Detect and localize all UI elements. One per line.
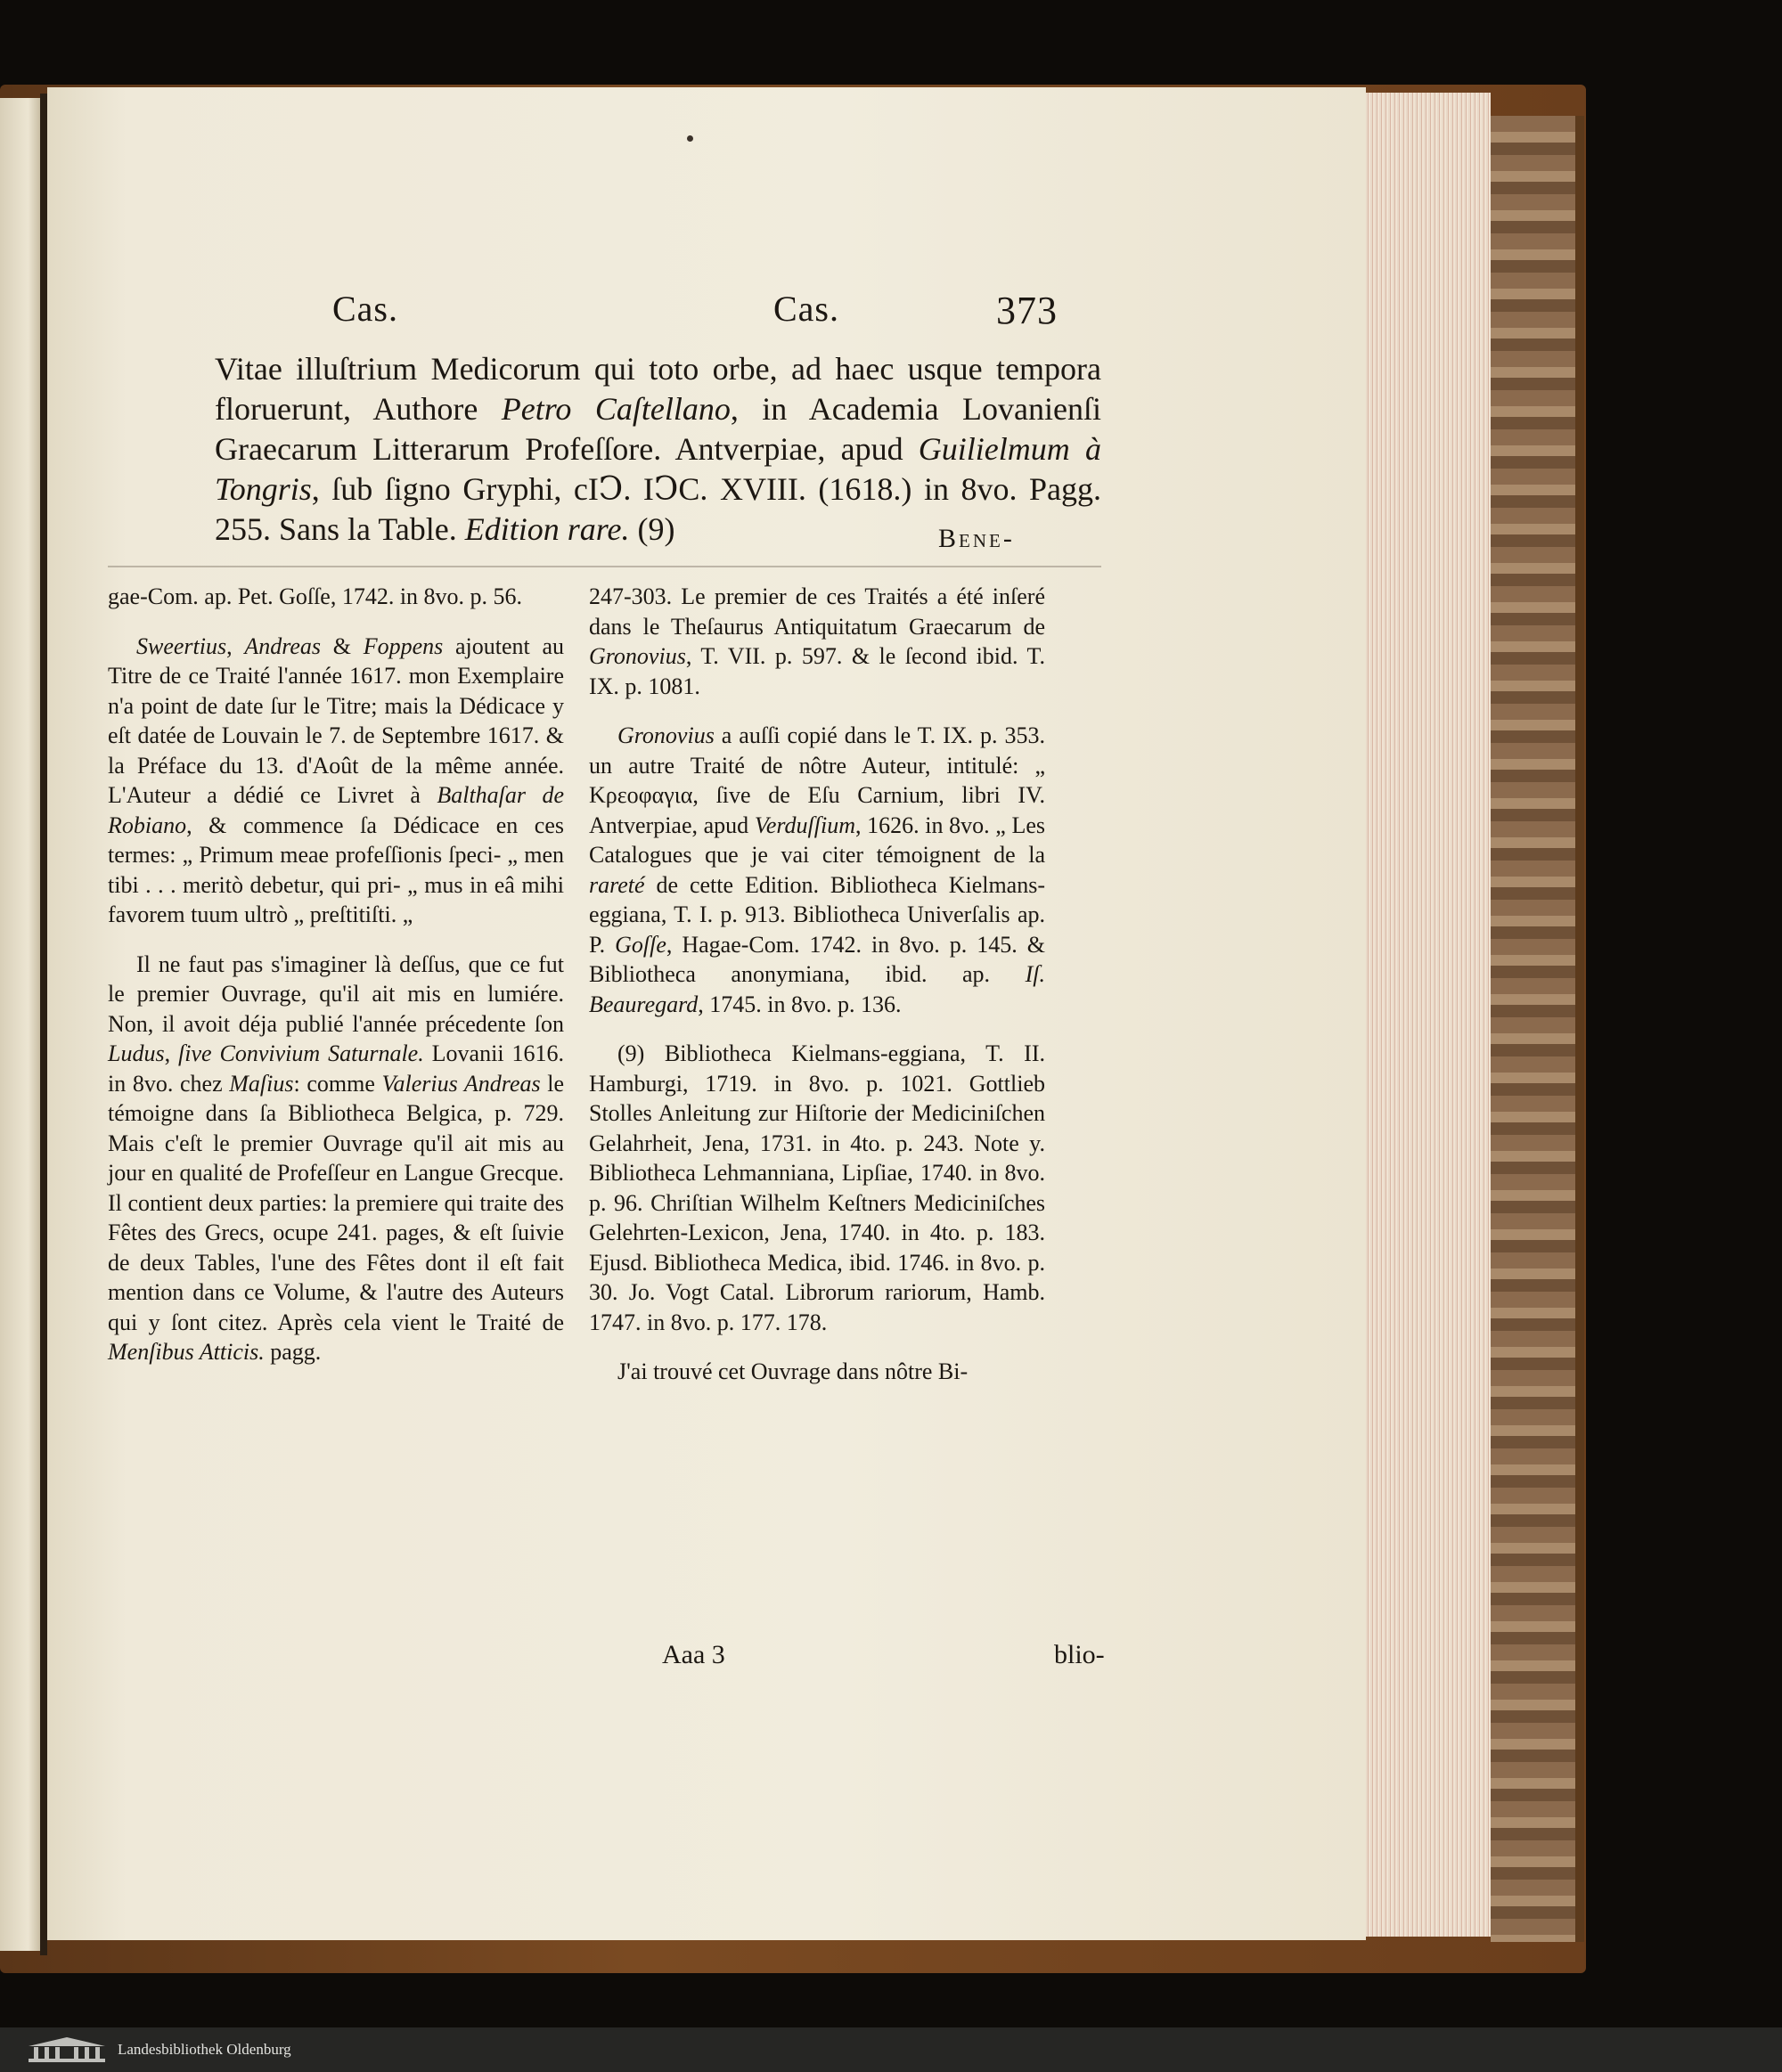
ink-speck [687, 135, 693, 142]
text-run: (9) Bibliotheca Kielmans-eggiana, T. II. Hamburgi, 1719. in 8vo. p. 1021. Gottlieb Stolles Anleitung zur Hiſtorie der Mediciniſchen Gelahrheit, Jena, 1731. in 4to. p. 243. Note y. Bibliotheca Lehmanniana, Lipſiae, 1740. in 8vo. p. 96. Chriſtian Wilhelm Keſtners Mediciniſches Gelehrten-Lexicon, Jena, 1740. in 4to. p. 183. Ejusd. Bibliotheca Medica, ibid. 1746. in 8vo. p. 30. Jo. Vogt Catal. Librorum rariorum, Hamb. 1747. in 8vo. p. 177. 178. [589, 1040, 1045, 1335]
italic-text-run: Sweertius [136, 632, 227, 659]
text-run: gae-Com. ap. Pet. Goſſe, 1742. in 8vo. p. 56. [108, 583, 523, 609]
column-paragraph [108, 582, 564, 612]
catchword-top: Bene- [938, 524, 1015, 553]
italic-text-run: Balthaſar de Robiano [108, 782, 564, 838]
italic-text-run: Petro Caſtellano [501, 391, 731, 427]
column-paragraph [589, 582, 1045, 701]
book-gutter [40, 94, 47, 1955]
italic-text-run: Valerius Andreas [381, 1070, 541, 1097]
text-run: & [321, 632, 364, 659]
marbled-board [1491, 116, 1584, 1942]
text-run: de cette Edition. Bibliotheca Kielmans-eggiana, T. I. p. 913. Bibliotheca Univerſalis ap. P. [589, 871, 1045, 958]
italic-text-run: ſive Convivium Saturnale. [178, 1040, 424, 1066]
text-run: , [164, 1040, 179, 1066]
text-run: , in Academia Lovanienſi Graecarum Litterarum Profeſſore. Antverpiae, apud [215, 391, 1101, 467]
text-run: (9) [629, 511, 675, 547]
text-run: , 1745. in 8vo. p. 136. [698, 991, 902, 1017]
italic-text-run: Goſſe [615, 931, 666, 958]
institution-name: Landesbibliothek Oldenburg [118, 2041, 291, 2058]
text-run: a auſſi copié dans le T. IX. p. 353. un autre Traité de nôtre Auteur, intitulé: „ Κρεοφαγια, ſive de Eſu Carnium, libri IV. Antverpiae, apud [589, 722, 1045, 838]
signature-mark: Aaa 3 [662, 1640, 725, 1669]
column-paragraph [589, 721, 1045, 1019]
text-run: , & commence ſa Dédicace en ces termes: „ Primum meae profeſſionis ſpeci- „ men tibi . . . meritò debetur, qui pri- „ mus in eâ mihi favorem tuum ultrò „ preſtitiſti. „ [108, 812, 564, 927]
column-paragraph [589, 1039, 1045, 1337]
italic-text-run: Andreas [244, 632, 322, 659]
entry-text [108, 349, 1101, 550]
italic-text-run: Maſius [229, 1070, 294, 1097]
column-paragraph [108, 632, 564, 930]
left-column [108, 582, 564, 1380]
italic-text-run: Iſ. Beauregard [589, 961, 1045, 1017]
italic-text-run: Foppens [363, 632, 444, 659]
italic-text-run: Verduſſium [754, 812, 855, 838]
text-run: , 1626. in 8vo. „ Les Catalogues que je vai citer témoignent de la [589, 812, 1045, 868]
text-run: , T. VII. p. 597. & le ſecond ibid. T. IX. p. 1081. [589, 643, 1045, 699]
text-run: : comme [293, 1070, 382, 1097]
text-run: J'ai trouvé cet Ouvrage dans nôtre Bi- [617, 1358, 969, 1384]
column-paragraph [108, 950, 564, 1367]
page-edges [1366, 93, 1491, 1937]
running-head-left: Cas. [332, 289, 398, 329]
library-building-icon [27, 2035, 107, 2064]
italic-text-run: Edition rare. [464, 511, 630, 547]
text-run: Il ne faut pas s'imaginer là deſſus, que ce fut le premier Ouvrage, qu'il ait mis en lumiére. Non, il avoit déja publié l'année précedente ſon [108, 950, 564, 1037]
text-run: 247-303. Le premier de ces Traités a été inſeré dans le Theſaurus Antiquitatum Graecarum de [589, 583, 1045, 640]
italic-text-run: Menſibus Atticis. [108, 1339, 265, 1365]
running-head-middle: Cas. [773, 289, 839, 329]
text-run: ajoutent au Titre de ce Traité l'année 1617. mon Exemplaire n'a point de date ſur le Titre; mais la Dédicace y eſt datée de Louvain le 7. de Septembre 1617. & la Préface du 13. d'Août de la même année. L'Auteur a dédié ce Livret à [108, 632, 565, 808]
italic-text-run: Gronovius [589, 643, 686, 669]
italic-text-run: Guilielmum à Tongris [215, 431, 1101, 507]
footer-bar [0, 2027, 1782, 2072]
catchword-bottom: blio- [1054, 1640, 1105, 1669]
column-paragraph [589, 1357, 1045, 1387]
italic-text-run: Ludus [108, 1040, 165, 1066]
text-run: le témoigne dans ſa Bibliotheca Belgica, p. 729. Mais c'eſt le premier Ouvrage qu'il ait mis au jour en qualité de Profeſſeur en Langue Grecque. Il contient deux parties: la premiere qui traite des Fêtes des Grecs, ocupe 241. pages, & eſt ſuivie de deux Tables, l'une des Fêtes dont il eſt fait mention dans ce Volume, & l'autre des Auteurs qui y ſont citez. Après cela vient le Traité de [108, 1070, 565, 1335]
text-run: Lovanii 1616. in 8vo. chez [108, 1040, 564, 1097]
right-column [589, 582, 1045, 1399]
text-run: , Hagae-Com. 1742. in 8vo. p. 145. & Bibliotheca anonymiana, ibid. ap. [589, 931, 1045, 987]
italic-text-run: rareté [589, 871, 645, 898]
text-run: , [226, 632, 245, 659]
section-divider [108, 566, 1101, 567]
text-run: Vitae illuſtrium Medicorum qui toto orbe, ad haec usque tempora floruerunt, Authore [215, 351, 1101, 427]
bibliographic-entry [108, 349, 1101, 550]
book-page [47, 87, 1366, 1940]
facing-page-edge [0, 98, 40, 1951]
page-number: 373 [996, 289, 1058, 332]
text-run: , ſub ſigno Gryphi, cIↃ. IↃC. XVIII. (1618.) in 8vo. Pagg. 255. Sans la Table. [215, 471, 1101, 547]
italic-text-run: Gronovius [617, 722, 715, 748]
text-run: pagg. [264, 1339, 322, 1365]
